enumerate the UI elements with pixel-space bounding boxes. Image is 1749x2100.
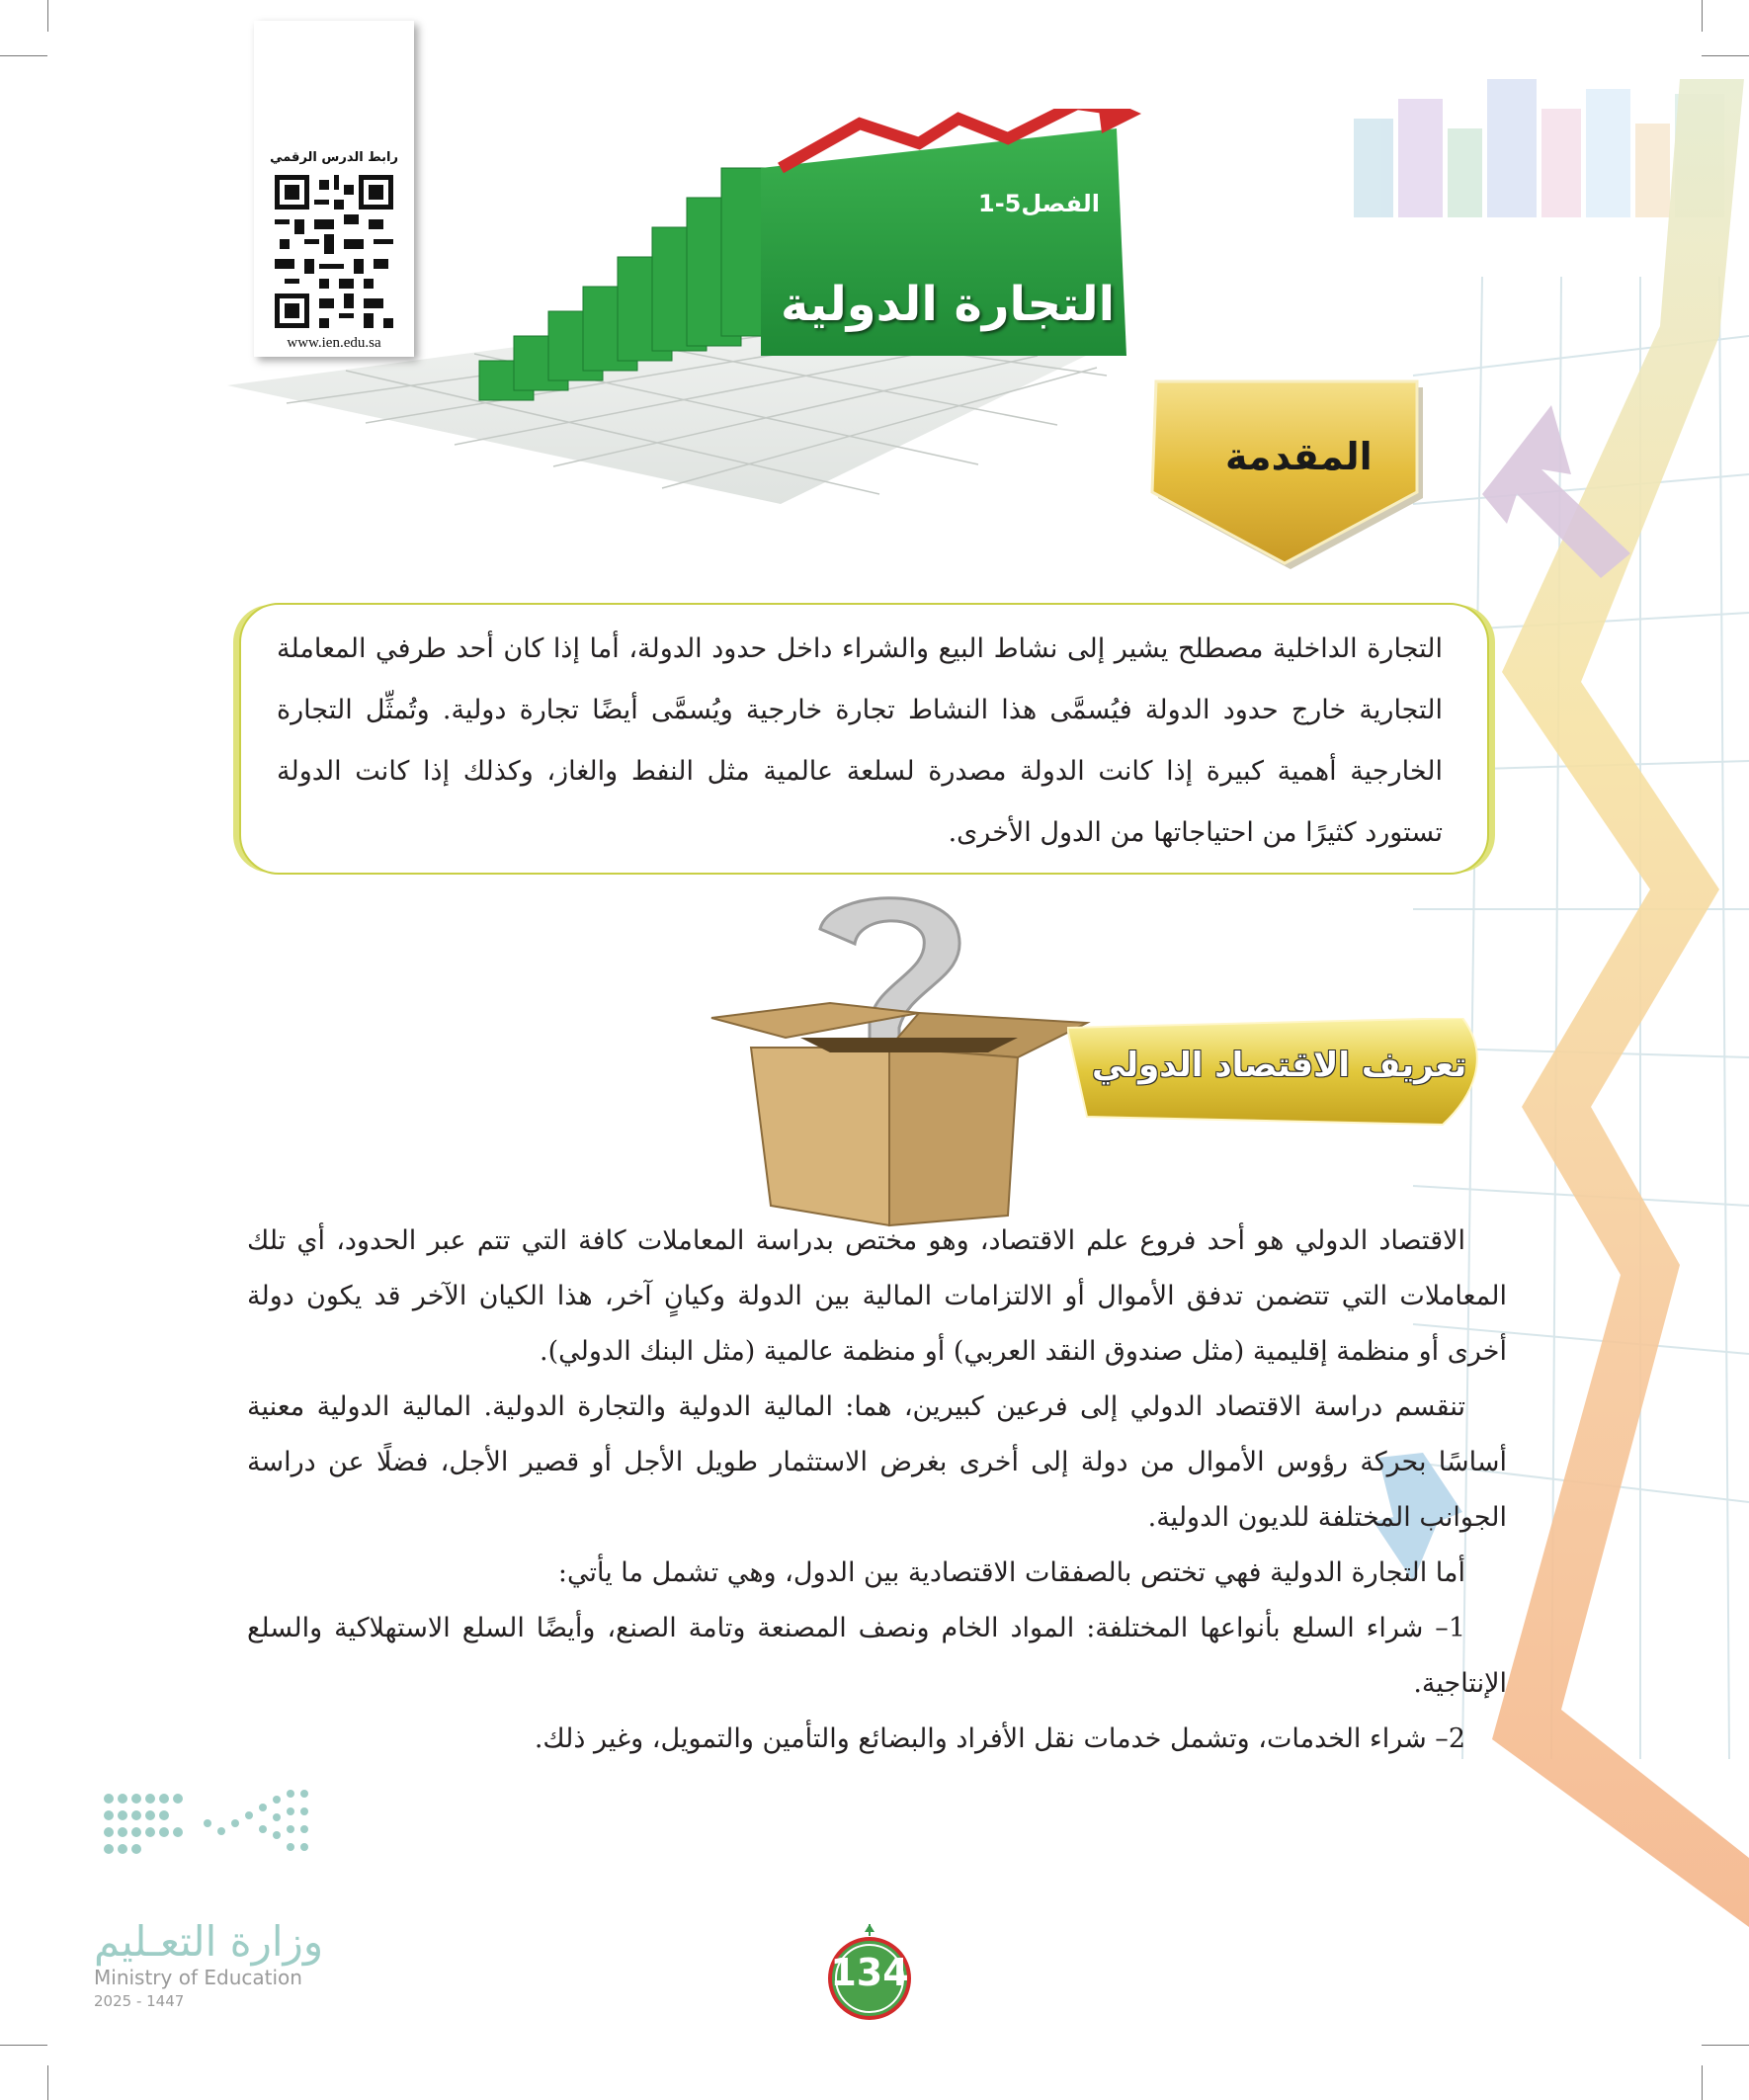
crop-mark <box>1702 0 1703 32</box>
intro-text: التجارة الداخلية مصطلح يشير إلى نشاط البيع والشراء داخل حدود الدولة، أما إذا كان أحد طرفي المعاملة التجارية خارج حدود الدولة فيُسمَّى هذا النشاط تجارة خارجية ويُسمَّى أيضًا تجارة دولية. وتُمثِّل التجارة الخارجية أهمية كبيرة إذا كانت الدولة مصدرة لسلعة عالمية مثل النفط والغاز، وكذلك إذا كانت الدولة تستورد كثيرًا من احتياجاتها من الدول الأخرى. <box>277 633 1443 848</box>
qr-title: رابط الدرس الرقمي <box>270 150 398 165</box>
ministry-name-english: Ministry of Education <box>94 1966 302 1989</box>
crop-mark <box>0 55 47 56</box>
intro-heading: المقدمة <box>1225 435 1373 478</box>
definition-heading: تعريف الاقتصاد الدولي <box>1092 1046 1467 1085</box>
lesson-title: التجارة الدولية <box>781 277 1116 332</box>
qr-url[interactable]: www.ien.edu.sa <box>287 335 381 351</box>
crop-mark <box>1702 55 1749 56</box>
definition-paragraph: الاقتصاد الدولي هو أحد فروع علم الاقتصاد، وهو مختص بدراسة المعاملات كافة التي تتم عبر الحدود، أي تلك المعاملات التي تتضمن تدفق الأموال أو الالتزامات المالية بين الدولة وكيانٍ آخر، هذا الكيان الآخر قد يكون دولة أخرى أو منظمة إقليمية (مثل صندوق النقد العربي) أو منظمة عالمية (مثل البنك الدولي). <box>247 1225 1507 1367</box>
definition-paragraph: تنقسم دراسة الاقتصاد الدولي إلى فرعين كبيرين، هما: المالية الدولية والتجارة الدولية. المالية الدولية معنية أساسًا بحركة رؤوس الأموال من دولة إلى أخرى بغرض الاستثمار طويل الأجل أو قصير الأجل، فضلًا عن دراسة الجوانب المختلفة للديون الدولية. <box>247 1391 1507 1533</box>
chapter-label: الفصل5-1 <box>978 190 1100 217</box>
ministry-name-arabic: وزارة التعـليم <box>94 1917 324 1966</box>
crop-mark <box>1702 2065 1703 2100</box>
crop-mark <box>0 2045 47 2046</box>
list-item: 1– شراء السلع بأنواعها المختلفة: المواد الخام ونصف المصنعة وتامة الصنع، وأيضًا السلع الاستهلاكية والسلع الإنتاجية. <box>247 1613 1507 1699</box>
crop-mark <box>1702 2045 1749 2046</box>
qr-code[interactable] <box>275 175 393 328</box>
page-number: 134 <box>830 1951 909 1994</box>
page-number-badge <box>820 1924 919 2023</box>
ministry-logo-dots <box>99 1784 316 1873</box>
list-item: 2– شراء الخدمات، وتشمل خدمات نقل الأفراد والبضائع والتأمين والتمويل، وغير ذلك. <box>534 1723 1465 1754</box>
intro-box <box>239 603 1489 875</box>
crop-mark <box>47 2065 48 2100</box>
definition-paragraph: أما التجارة الدولية فهي تختص بالصفقات الاقتصادية بين الدول، وهي تشمل ما يأتي: <box>557 1557 1465 1588</box>
qr-card[interactable] <box>254 21 414 357</box>
edition-year: 2025 - 1447 <box>94 1992 185 2010</box>
definition-body <box>247 1214 1507 1767</box>
crop-mark <box>47 0 48 32</box>
